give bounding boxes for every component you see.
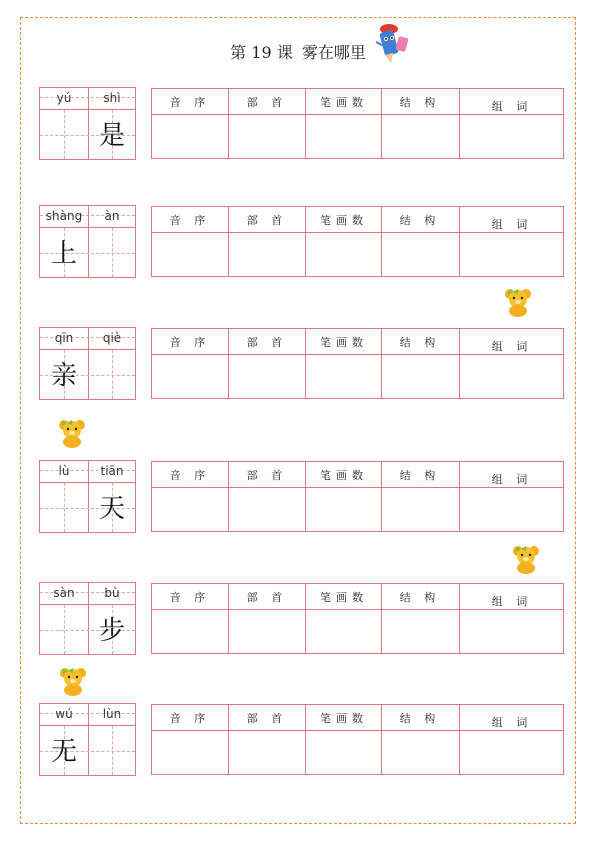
header-bihuashu: 笔画数 bbox=[320, 214, 368, 227]
pinyin-grid bbox=[39, 460, 136, 533]
pinyin-grid bbox=[39, 703, 136, 776]
header-bihuashu: 笔画数 bbox=[320, 469, 368, 482]
header-bushou: 部 首 bbox=[246, 336, 288, 349]
bear-icon bbox=[57, 665, 89, 697]
entry-block bbox=[0, 327, 596, 403]
header-jiegou: 结 构 bbox=[399, 214, 441, 227]
header-yinxu: 音 序 bbox=[169, 469, 211, 482]
header-yinxu: 音 序 bbox=[169, 336, 211, 349]
pinyin-2: shì bbox=[103, 91, 121, 105]
header-yinxu: 音 序 bbox=[169, 712, 211, 725]
header-zuci: 组 词 bbox=[491, 595, 533, 608]
pinyin-1: sàn bbox=[53, 586, 75, 600]
hanzi-1: 亲 bbox=[50, 361, 77, 391]
analysis-table bbox=[151, 704, 564, 775]
entry-block bbox=[0, 87, 596, 163]
analysis-table bbox=[151, 583, 564, 654]
header-bushou: 部 首 bbox=[246, 591, 288, 604]
header-bihuashu: 笔画数 bbox=[320, 336, 368, 349]
analysis-table bbox=[151, 461, 564, 532]
header-jiegou: 结 构 bbox=[399, 712, 441, 725]
analysis-table bbox=[151, 328, 564, 399]
lesson-number: 第 19 课 bbox=[230, 43, 293, 62]
header-zuci: 组 词 bbox=[491, 473, 533, 486]
header-bushou: 部 首 bbox=[246, 469, 288, 482]
hanzi-2: 是 bbox=[98, 121, 125, 151]
header-yinxu: 音 序 bbox=[169, 591, 211, 604]
header-jiegou: 结 构 bbox=[399, 96, 441, 109]
lesson-title: 雾在哪里 bbox=[301, 43, 366, 62]
hanzi-2 bbox=[88, 351, 136, 401]
pinyin-2: àn bbox=[104, 209, 120, 223]
pinyin-2: tiān bbox=[100, 464, 124, 478]
pinyin-1: shàng bbox=[45, 209, 83, 223]
entry-block bbox=[0, 460, 596, 536]
header-bihuashu: 笔画数 bbox=[320, 96, 368, 109]
hanzi-1 bbox=[40, 484, 88, 534]
pencil-icon bbox=[372, 22, 412, 68]
pinyin-2: lùn bbox=[102, 707, 122, 721]
bear-icon bbox=[502, 286, 534, 318]
hanzi-2 bbox=[88, 727, 136, 777]
pinyin-1: wú bbox=[55, 707, 73, 721]
header-bushou: 部 首 bbox=[246, 214, 288, 227]
entry-block bbox=[0, 703, 596, 779]
entry-block bbox=[0, 582, 596, 658]
header-jiegou: 结 构 bbox=[399, 591, 441, 604]
bear-icon bbox=[56, 417, 88, 449]
pinyin-1: yú bbox=[56, 91, 72, 105]
header-zuci: 组 词 bbox=[491, 340, 533, 353]
header-bihuashu: 笔画数 bbox=[320, 591, 368, 604]
pinyin-1: qīn bbox=[54, 331, 74, 345]
bear-icon bbox=[510, 543, 542, 575]
header-zuci: 组 词 bbox=[491, 218, 533, 231]
pinyin-grid bbox=[39, 205, 136, 278]
header-yinxu: 音 序 bbox=[169, 96, 211, 109]
pinyin-grid bbox=[39, 327, 136, 400]
entry-block bbox=[0, 205, 596, 281]
hanzi-2 bbox=[88, 229, 136, 279]
hanzi-2: 天 bbox=[98, 494, 125, 524]
hanzi-1 bbox=[40, 111, 88, 161]
header-bushou: 部 首 bbox=[246, 712, 288, 725]
hanzi-2: 步 bbox=[98, 616, 125, 646]
pinyin-2: qiè bbox=[102, 331, 122, 345]
pinyin-grid bbox=[39, 87, 136, 160]
header-bushou: 部 首 bbox=[246, 96, 288, 109]
header-zuci: 组 词 bbox=[491, 716, 533, 729]
header-jiegou: 结 构 bbox=[399, 336, 441, 349]
hanzi-1: 无 bbox=[50, 737, 77, 767]
header-zuci: 组 词 bbox=[491, 100, 533, 113]
header-bihuashu: 笔画数 bbox=[320, 712, 368, 725]
header-jiegou: 结 构 bbox=[399, 469, 441, 482]
analysis-table bbox=[151, 206, 564, 277]
pinyin-1: lù bbox=[58, 464, 70, 478]
hanzi-1: 上 bbox=[50, 239, 77, 269]
hanzi-1 bbox=[40, 606, 88, 656]
page-title bbox=[0, 40, 596, 63]
pinyin-grid bbox=[39, 582, 136, 655]
header-yinxu: 音 序 bbox=[169, 214, 211, 227]
analysis-table bbox=[151, 88, 564, 159]
pinyin-2: bù bbox=[104, 586, 120, 600]
